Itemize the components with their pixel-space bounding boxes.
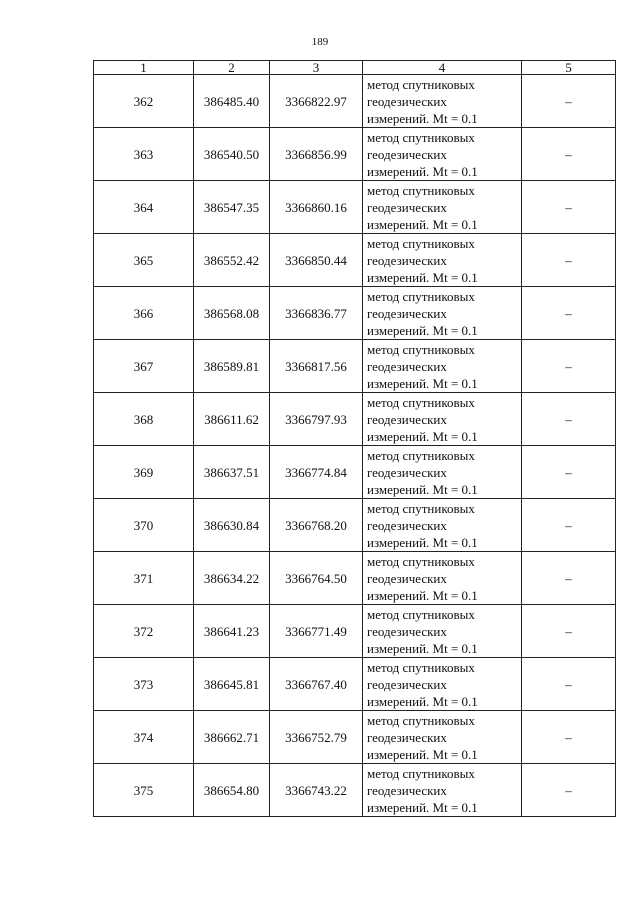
point-number-cell: 374 — [94, 711, 194, 764]
point-number-cell: 364 — [94, 181, 194, 234]
table-row — [94, 340, 616, 393]
method-line: геодезических — [367, 517, 447, 533]
point-number-cell: 362 — [94, 75, 194, 128]
coordinates-table — [93, 60, 616, 817]
x-coordinate-cell: 386611.62 — [194, 393, 270, 446]
dash-cell: – — [522, 552, 616, 605]
x-coordinate-cell: 386662.71 — [194, 711, 270, 764]
header-col-1: 1 — [94, 61, 194, 75]
header-col-3: 3 — [270, 61, 363, 75]
table-row — [94, 393, 616, 446]
method-line: метод спутниковых — [367, 447, 475, 463]
method-line: геодезических — [367, 358, 447, 374]
table-row — [94, 446, 616, 499]
table-row — [94, 128, 616, 181]
method-cell — [363, 340, 522, 393]
method-line: метод спутниковых — [367, 182, 475, 198]
y-coordinate-cell: 3366768.20 — [270, 499, 363, 552]
point-number-cell: 370 — [94, 499, 194, 552]
y-coordinate-cell: 3366822.97 — [270, 75, 363, 128]
method-line: метод спутниковых — [367, 659, 475, 675]
method-line: геодезических — [367, 252, 447, 268]
y-coordinate-cell: 3366797.93 — [270, 393, 363, 446]
table-row — [94, 181, 616, 234]
method-cell — [363, 446, 522, 499]
dash-cell: – — [522, 446, 616, 499]
method-line: метод спутниковых — [367, 500, 475, 516]
method-line: геодезических — [367, 782, 447, 798]
x-coordinate-cell: 386568.08 — [194, 287, 270, 340]
dash-cell: – — [522, 340, 616, 393]
dash-cell: – — [522, 499, 616, 552]
method-line: метод спутниковых — [367, 553, 475, 569]
point-number-cell: 367 — [94, 340, 194, 393]
table-row — [94, 234, 616, 287]
point-number-cell: 375 — [94, 764, 194, 817]
table-row — [94, 658, 616, 711]
point-number-cell: 368 — [94, 393, 194, 446]
dash-cell: – — [522, 234, 616, 287]
header-col-2: 2 — [194, 61, 270, 75]
method-line: измерений. Mt = 0.1 — [367, 269, 478, 285]
x-coordinate-cell: 386654.80 — [194, 764, 270, 817]
method-line: метод спутниковых — [367, 712, 475, 728]
method-line: геодезических — [367, 729, 447, 745]
x-coordinate-cell: 386645.81 — [194, 658, 270, 711]
dash-cell: – — [522, 393, 616, 446]
method-line: метод спутниковых — [367, 129, 475, 145]
method-line: измерений. Mt = 0.1 — [367, 375, 478, 391]
method-cell — [363, 764, 522, 817]
method-line: метод спутниковых — [367, 394, 475, 410]
method-cell — [363, 234, 522, 287]
method-cell — [363, 552, 522, 605]
method-line: геодезических — [367, 411, 447, 427]
method-line: геодезических — [367, 464, 447, 480]
x-coordinate-cell: 386641.23 — [194, 605, 270, 658]
table-row — [94, 605, 616, 658]
dash-cell: – — [522, 287, 616, 340]
method-line: метод спутниковых — [367, 235, 475, 251]
header-col-5: 5 — [522, 61, 616, 75]
table-row — [94, 552, 616, 605]
method-line: измерений. Mt = 0.1 — [367, 163, 478, 179]
method-line: метод спутниковых — [367, 341, 475, 357]
y-coordinate-cell: 3366764.50 — [270, 552, 363, 605]
x-coordinate-cell: 386589.81 — [194, 340, 270, 393]
method-line: геодезических — [367, 93, 447, 109]
y-coordinate-cell: 3366856.99 — [270, 128, 363, 181]
point-number-cell: 369 — [94, 446, 194, 499]
method-line: геодезических — [367, 570, 447, 586]
y-coordinate-cell: 3366743.22 — [270, 764, 363, 817]
method-line: измерений. Mt = 0.1 — [367, 693, 478, 709]
x-coordinate-cell: 386637.51 — [194, 446, 270, 499]
method-line: измерений. Mt = 0.1 — [367, 587, 478, 603]
y-coordinate-cell: 3366817.56 — [270, 340, 363, 393]
dash-cell: – — [522, 181, 616, 234]
y-coordinate-cell: 3366752.79 — [270, 711, 363, 764]
point-number-cell: 373 — [94, 658, 194, 711]
header-col-4: 4 — [363, 61, 522, 75]
method-cell — [363, 499, 522, 552]
table-row — [94, 287, 616, 340]
method-cell — [363, 393, 522, 446]
dash-cell: – — [522, 128, 616, 181]
method-cell — [363, 128, 522, 181]
method-cell — [363, 181, 522, 234]
method-line: геодезических — [367, 199, 447, 215]
x-coordinate-cell: 386630.84 — [194, 499, 270, 552]
method-line: измерений. Mt = 0.1 — [367, 481, 478, 497]
method-cell — [363, 658, 522, 711]
x-coordinate-cell: 386552.42 — [194, 234, 270, 287]
method-cell — [363, 75, 522, 128]
method-cell — [363, 287, 522, 340]
y-coordinate-cell: 3366850.44 — [270, 234, 363, 287]
method-line: геодезических — [367, 146, 447, 162]
method-line: измерений. Mt = 0.1 — [367, 110, 478, 126]
method-line: измерений. Mt = 0.1 — [367, 428, 478, 444]
x-coordinate-cell: 386634.22 — [194, 552, 270, 605]
method-line: геодезических — [367, 305, 447, 321]
page-number: 189 — [311, 36, 329, 48]
point-number-cell: 363 — [94, 128, 194, 181]
y-coordinate-cell: 3366771.49 — [270, 605, 363, 658]
method-line: метод спутниковых — [367, 76, 475, 92]
point-number-cell: 365 — [94, 234, 194, 287]
point-number-cell: 366 — [94, 287, 194, 340]
y-coordinate-cell: 3366767.40 — [270, 658, 363, 711]
table-row — [94, 75, 616, 128]
x-coordinate-cell: 386485.40 — [194, 75, 270, 128]
method-line: измерений. Mt = 0.1 — [367, 216, 478, 232]
y-coordinate-cell: 3366836.77 — [270, 287, 363, 340]
method-cell — [363, 605, 522, 658]
method-line: геодезических — [367, 623, 447, 639]
table-body — [94, 75, 616, 817]
method-line: метод спутниковых — [367, 288, 475, 304]
x-coordinate-cell: 386547.35 — [194, 181, 270, 234]
header-row — [94, 61, 616, 75]
dash-cell: – — [522, 605, 616, 658]
method-line: метод спутниковых — [367, 606, 475, 622]
method-line: измерений. Mt = 0.1 — [367, 534, 478, 550]
point-number-cell: 372 — [94, 605, 194, 658]
method-line: измерений. Mt = 0.1 — [367, 322, 478, 338]
table-row — [94, 499, 616, 552]
x-coordinate-cell: 386540.50 — [194, 128, 270, 181]
table-row — [94, 764, 616, 817]
method-cell — [363, 711, 522, 764]
method-line: метод спутниковых — [367, 765, 475, 781]
dash-cell: – — [522, 658, 616, 711]
y-coordinate-cell: 3366860.16 — [270, 181, 363, 234]
point-number-cell: 371 — [94, 552, 194, 605]
dash-cell: – — [522, 764, 616, 817]
method-line: измерений. Mt = 0.1 — [367, 746, 478, 762]
dash-cell: – — [522, 75, 616, 128]
dash-cell: – — [522, 711, 616, 764]
method-line: геодезических — [367, 676, 447, 692]
method-line: измерений. Mt = 0.1 — [367, 640, 478, 656]
method-line: измерений. Mt = 0.1 — [367, 799, 478, 815]
table-row — [94, 711, 616, 764]
y-coordinate-cell: 3366774.84 — [270, 446, 363, 499]
